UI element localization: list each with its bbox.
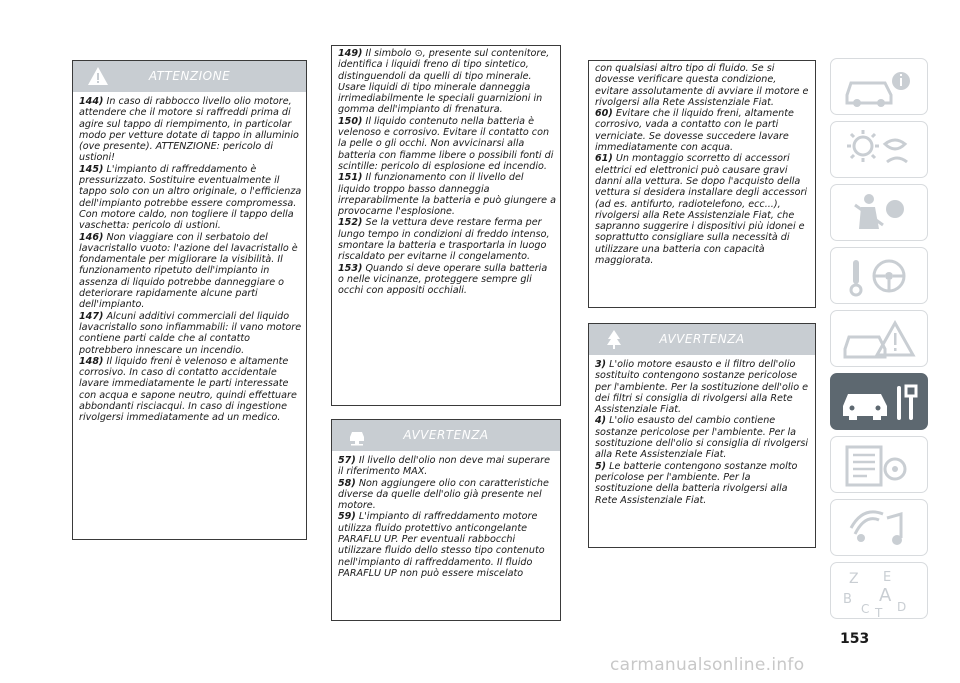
note-paragraph: [338, 263, 556, 297]
page-number: 153: [840, 631, 870, 647]
note-text: Il funzionamento con il livello del liquido troppo basso danneggia irreparabilmente la batteria e può giungere a provocarne l'esplosione.: [338, 172, 556, 218]
environment-header: [589, 324, 815, 355]
note-number: 149): [338, 48, 363, 59]
note-number: 3): [595, 359, 607, 370]
note-text: Non aggiungere olio con caratteristiche diverse da quelle dell'olio già presente nel motore.: [338, 477, 549, 512]
svg-text:B: B: [843, 592, 852, 607]
airbag-safety-icon: [831, 185, 929, 242]
note-text: Le batterie contengono sostanze molto pericolose per l'ambiente. Per la sostituzione della batteria rivolgersi alla Rete Assistenziale Fiat.: [595, 460, 798, 506]
note-text: Evitare che il liquido freni, altamente corrosivo, vada a contatto con le parti verniciate. Se dovesse succedere lavare immediatamente con acqua.: [595, 108, 794, 154]
tab-emergency[interactable]: [830, 310, 928, 367]
note-text: con qualsiasi altro tipo di fluido. Se si dovesse verificare questa condizione, evitare assolutamente di avviare il motore e rivolgersi alla Rete Assistenziale Fiat.: [595, 63, 809, 108]
warning-box-attenzione: [72, 60, 307, 540]
note-number: 147): [79, 310, 104, 322]
note-paragraph: [338, 172, 556, 217]
tab-index[interactable]: [830, 562, 928, 619]
note-text: In caso di rabbocco livello olio motore, attendere che il motore si raffreddi prima di agire sul tappo di riempimento, in particolar modo per vetture dotate di tappo in alluminio (ove presente). ATTENZIONE: pericolo di ustioni!: [79, 96, 299, 164]
svg-text:A: A: [879, 585, 892, 606]
note-text: Un montaggio scorretto di accessori elettrici ed elettronici può causare gravi danni alla vettura. Se dopo l'acquisto della vettura si desidera installare degli accessori (ad es. antifurto, radiotelefono, ecc...), rivolgersi alla Rete Assistenziale Fiat, che sapranno suggerire i dispositivi più idonei e soprattutto consigliare sulla necessità di utilizzare una batteria con capacità maggiorata.: [595, 153, 808, 267]
tab-technical-data[interactable]: [830, 436, 928, 493]
environment-box-avvertenza: [588, 323, 816, 548]
tab-starting-driving[interactable]: [830, 247, 928, 304]
warning-header: [73, 61, 306, 92]
note-number: 144): [79, 96, 104, 107]
warning-text-continued: [332, 46, 560, 297]
note-paragraph: [79, 96, 302, 164]
note-text: Il livello dell'olio non deve mai superare il riferimento MAX.: [338, 455, 550, 478]
environment-text: [589, 355, 815, 506]
note-number: 59): [338, 511, 356, 523]
svg-text:D: D: [897, 600, 907, 614]
note-paragraph: [595, 415, 811, 460]
car-maintenance-icon: [831, 374, 929, 431]
chapter-tabs: [830, 58, 928, 625]
note-paragraph: [595, 153, 811, 266]
note-number: 146): [79, 231, 104, 243]
note-number: 153): [338, 262, 363, 274]
tab-maintenance[interactable]: [830, 373, 928, 430]
tab-safety[interactable]: [830, 184, 928, 241]
note-text: Alcuni additivi commerciali del liquido lavacristallo sono infiammabili: il vano motore contiene parti calde che al contatto potrebbero innescare un incendio.: [79, 310, 302, 356]
note-number: 57): [338, 455, 356, 466]
note-number: 150): [338, 115, 363, 127]
note-text: Il simbolo ⊙, presente sul contenitore, identifica i liquidi freno di tipo sintetico, distinguendoli da quelli di tipo minerale. Usare liquidi di tipo minerale danneggia irrimediabilmente le speciali guarnizioni in gomma dell'impianto di frenatura.: [338, 48, 550, 116]
note-paragraph: [79, 164, 302, 232]
note-paragraph: [79, 232, 302, 311]
note-text: L'olio esausto del cambio contiene sostanze pericolose per l'ambiente. Per la sostituzione dell'olio si consiglia di rivolgersi alla Rete Assistenziale Fiat.: [595, 415, 808, 461]
note-text: L'impianto di raffreddamento motore utilizza fluido protettivo anticongelante PARAFLU UP. Per eventuali rabbocchi utilizzare fluido dello stesso tipo contenuto nell'impianto di raffreddamento. Il fluido PARAFLU UP non può essere miscelato: [338, 511, 545, 579]
tab-multimedia[interactable]: [830, 499, 928, 556]
note-number: 58): [338, 477, 356, 489]
note-text: Il liquido contenuto nella batteria è velenoso e corrosivo. Evitare il contatto con la pelle o gli occhi. Non avvicinarsi alla batteria con fiamme libere o possibili fonti di scintille: pericolo di esplosione ed incendio.: [338, 115, 554, 172]
alphabetical-index-icon: [831, 563, 929, 620]
warning-box-continued: [331, 45, 561, 406]
note-paragraph: [595, 359, 811, 415]
note-paragraph: [338, 478, 556, 512]
caution-header: [332, 420, 560, 451]
note-paragraph: [338, 116, 556, 172]
svg-text:Z: Z: [849, 571, 859, 587]
note-paragraph: [595, 108, 811, 153]
svg-text:E: E: [883, 570, 892, 585]
note-text: Se la vettura deve restare ferma per lungo tempo in condizioni di freddo intenso, smontare la batteria e trasportarla in luogo riscaldato per evitarne il congelamento.: [338, 217, 550, 263]
note-paragraph: [595, 461, 811, 506]
svg-text:T: T: [875, 606, 883, 620]
multimedia-icon: [831, 500, 929, 557]
note-paragraph: [595, 63, 811, 108]
caution-box-continued: [588, 60, 816, 308]
car-warning-icon: [831, 311, 929, 368]
note-paragraph: [79, 311, 302, 356]
dashboard-lights-icon: [831, 122, 929, 179]
note-number: 4): [595, 415, 607, 427]
note-number: 145): [79, 163, 104, 175]
note-number: 61): [595, 153, 613, 165]
caution-text: [332, 451, 560, 579]
note-paragraph: [79, 356, 302, 424]
warning-text: [73, 92, 306, 424]
note-number: 148): [79, 355, 104, 367]
svg-text:C: C: [861, 602, 870, 616]
note-paragraph: [338, 48, 556, 116]
watermark: carmanualsonline.info: [610, 655, 805, 675]
tab-car-info[interactable]: [830, 58, 928, 115]
warning-title: ATTENZIONE: [148, 69, 231, 83]
note-text: Quando si deve operare sulla batteria o nelle vicinanze, proteggere sempre gli occhi con appositi occhiali.: [338, 262, 548, 297]
key-steering-wheel-icon: [831, 248, 929, 305]
note-number: 152): [338, 217, 363, 229]
technical-data-icon: [831, 437, 929, 494]
note-text: Il liquido freni è velenoso e altamente corrosivo. In caso di contatto accidentale lavare immediatamente le parti interessate con acqua e sapone neutro, quindi effettuare abbondanti risciacqui. In caso di ingestione rivolgersi immediatamente ad un medico.: [79, 355, 297, 424]
car-info-icon: [831, 59, 929, 116]
note-paragraph: [338, 511, 556, 579]
note-text: L'impianto di raffreddamento è pressurizzato. Sostituire eventualmente il tappo solo con un altro originale, o l'efficienza dell'impianto potrebbe essere compromessa. Con motore caldo, non togliere il tappo della vaschetta: pericolo di ustioni.: [79, 163, 302, 232]
caution-box-avvertenza: [331, 419, 561, 621]
note-text: L'olio motore esausto e il filtro dell'olio sostituito contengono sostanze pericolose per l'ambiente. Per la sostituzione dell'olio e dei filtri si consiglia di rivolgersi alla Rete Assistenziale Fiat.: [595, 359, 809, 416]
note-paragraph: [338, 217, 556, 262]
note-paragraph: [338, 455, 556, 478]
tab-dashboard[interactable]: [830, 121, 928, 178]
caution-text-continued: [589, 61, 815, 266]
note-text: Non viaggiare con il serbatoio del lavacristallo vuoto: l'azione del lavacristallo è fondamentale per migliorare la visibilità. Il funzionamento ripetuto dell'impianto in assenza di liquido potrebbe danneggiare o deteriorare rapidamente alcune parti dell'impianto.: [79, 231, 298, 311]
note-number: 60): [595, 108, 613, 120]
note-number: 151): [338, 172, 363, 184]
note-number: 5): [595, 460, 607, 472]
environment-title: AVVERTENZA: [659, 332, 745, 346]
caution-title: AVVERTENZA: [403, 428, 489, 442]
